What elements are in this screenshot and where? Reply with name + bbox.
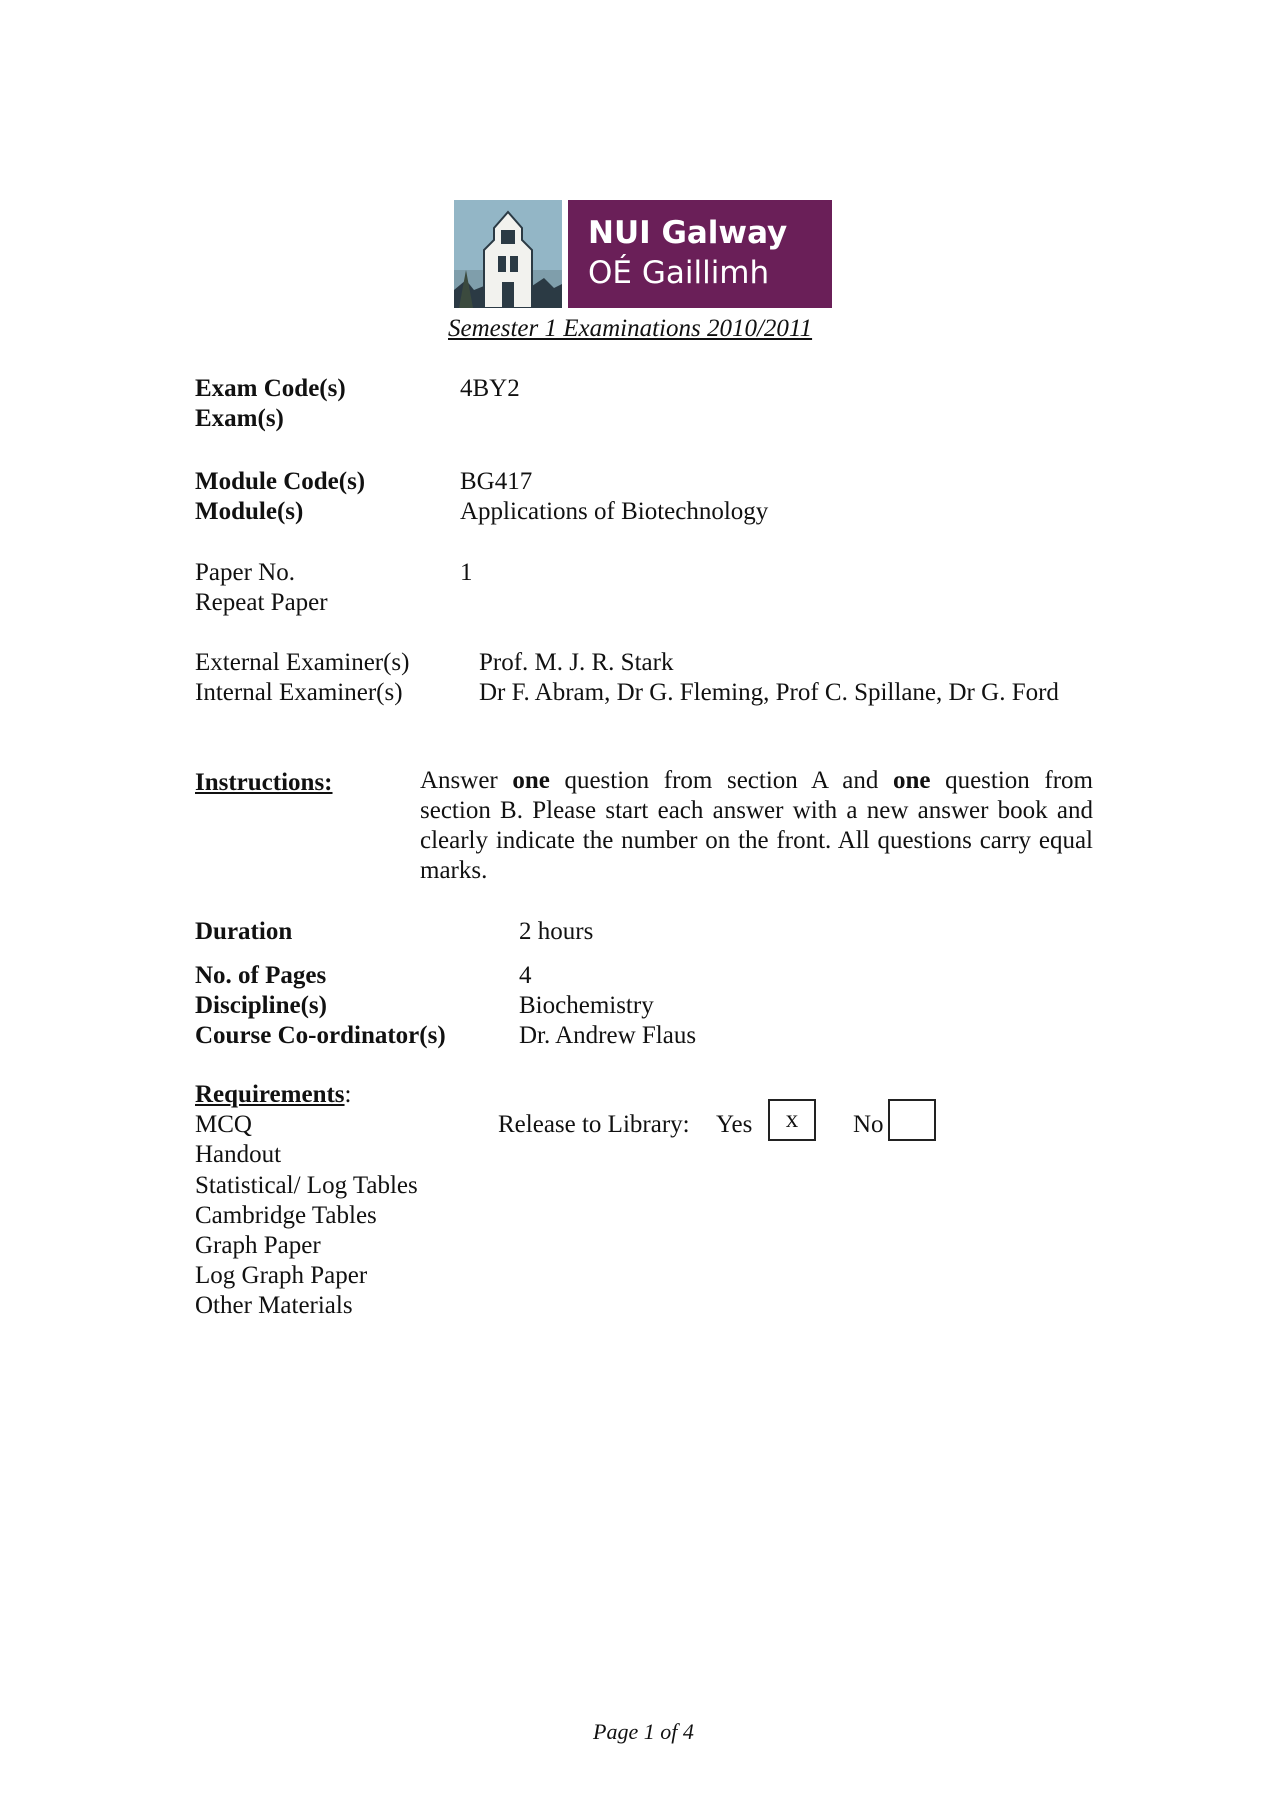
discipline-value: Biochemistry <box>519 992 654 1019</box>
requirements-colon: : <box>344 1081 352 1108</box>
module-label: Module(s) <box>195 498 304 525</box>
instructions-text-part: question from section B. Please start each answer with a new answer book and clearly indicate the number on the front. All questions carry equal marks. <box>420 767 1093 884</box>
yes-label: Yes <box>716 1111 753 1138</box>
logo-band <box>568 200 832 308</box>
duration-value: 2 hours <box>519 918 594 945</box>
paper-no-value: 1 <box>460 559 473 586</box>
module-code-value: BG417 <box>460 468 533 495</box>
discipline-label: Discipline(s) <box>195 992 327 1019</box>
requirements-heading <box>195 1080 351 1110</box>
module-code-label: Module Code(s) <box>195 468 366 495</box>
logo-line1: NUI Galway <box>588 215 788 251</box>
internal-examiner-value: Dr F. Abram, Dr G. Fleming, Prof C. Spillane, Dr G. Ford <box>479 679 1059 706</box>
logo-line2: OÉ Gaillimh <box>588 255 770 291</box>
requirement-item: Cambridge Tables <box>195 1202 377 1229</box>
internal-examiner-label: Internal Examiner(s) <box>195 679 403 706</box>
requirements-label: Requirements <box>195 1081 345 1108</box>
duration-label: Duration <box>195 918 293 945</box>
exam-label: Exam(s) <box>195 405 284 432</box>
instructions-text-part: question from section A and <box>549 767 893 794</box>
instructions-emphasis: one <box>892 767 931 794</box>
exam-title: Semester 1 Examinations 2010/2011 <box>448 315 813 342</box>
tower-photo <box>454 200 562 308</box>
coordinator-label: Course Co-ordinator(s) <box>195 1022 446 1049</box>
no-label: No <box>853 1111 884 1138</box>
requirement-item: Statistical/ Log Tables <box>195 1172 418 1199</box>
instructions-text <box>420 766 1093 886</box>
university-logo <box>454 200 832 308</box>
external-examiner-value: Prof. M. J. R. Stark <box>479 649 674 676</box>
module-value: Applications of Biotechnology <box>460 498 769 525</box>
external-examiner-label: External Examiner(s) <box>195 649 410 676</box>
instructions-label: Instructions: <box>195 769 333 796</box>
exam-code-label: Exam Code(s) <box>195 375 346 402</box>
pages-label: No. of Pages <box>195 962 327 989</box>
release-to-library-label: Release to Library: <box>498 1111 690 1138</box>
paper-no-label: Paper No. <box>195 559 295 586</box>
requirement-item: MCQ <box>195 1111 252 1138</box>
pages-value: 4 <box>519 962 532 989</box>
instructions-emphasis: one <box>512 767 550 794</box>
requirement-item: Other Materials <box>195 1292 353 1319</box>
yes-checkbox[interactable]: x <box>768 1099 816 1141</box>
clock-tower-icon <box>454 200 562 308</box>
instructions-text-part: Answer <box>420 767 513 794</box>
requirement-item: Handout <box>195 1141 282 1168</box>
repeat-paper-label: Repeat Paper <box>195 589 328 616</box>
exam-code-value: 4BY2 <box>460 375 520 402</box>
no-checkbox[interactable] <box>888 1099 936 1141</box>
coordinator-value: Dr. Andrew Flaus <box>519 1022 697 1049</box>
page-number: Page 1 of 4 <box>593 1719 694 1744</box>
requirement-item: Graph Paper <box>195 1232 321 1259</box>
requirement-item: Log Graph Paper <box>195 1262 368 1289</box>
